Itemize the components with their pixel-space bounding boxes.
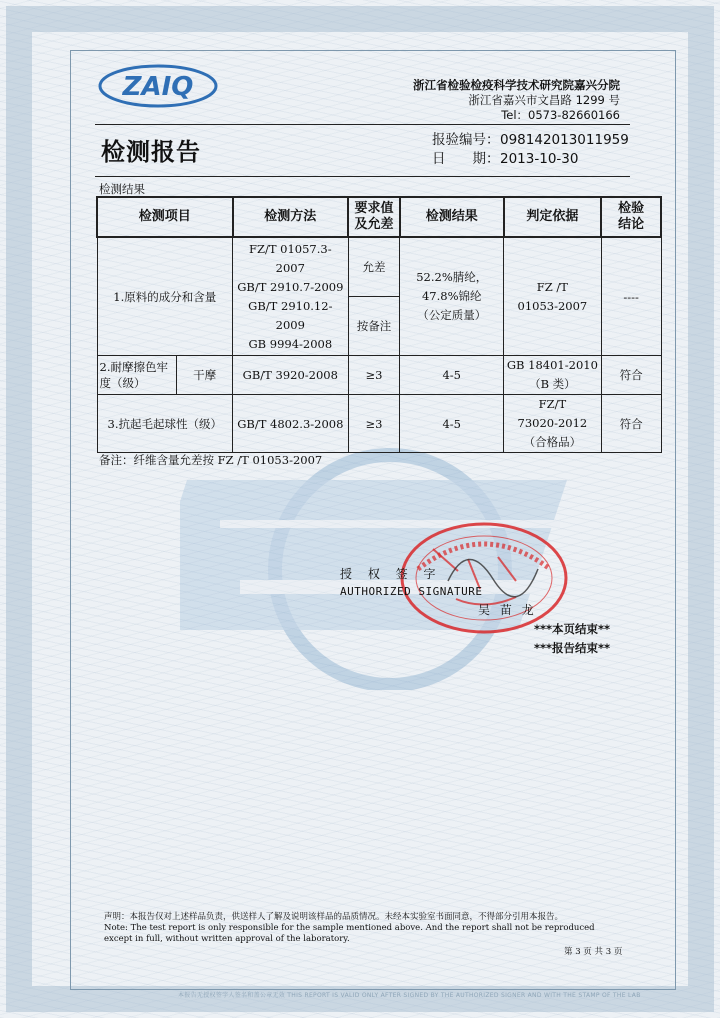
report-date-value: 2013-10-30 bbox=[500, 151, 579, 167]
logo-text: ZAIQ bbox=[122, 72, 194, 102]
row2-sub: 干摩 bbox=[177, 356, 233, 395]
row1-results: 52.2%腈纶， 47.8%锦纶 （公定质量） bbox=[400, 237, 504, 356]
note: 备注：纤维含量允差按 FZ /T 01053-2007 bbox=[99, 453, 323, 467]
row2-item: 2.耐摩擦色牢度（级） bbox=[97, 356, 177, 395]
org-address: 浙江省嘉兴市文昌路 1299 号 bbox=[468, 93, 620, 107]
row2-result: 4-5 bbox=[400, 356, 504, 395]
table-header-row bbox=[97, 197, 661, 237]
report-no-label: 报验编号： bbox=[432, 132, 500, 148]
row3-item: 3.抗起毛起球性（级） bbox=[97, 395, 233, 453]
row1-methods: FZ/T 01057.3-2007 GB/T 2910.7-2009 GB/T 2910.12-2009 GB 9994-2008 bbox=[233, 237, 349, 356]
org-name: 浙江省检验检疫科学技术研究院嘉兴分院 bbox=[413, 78, 620, 92]
title-rule bbox=[95, 176, 630, 177]
page-end-mark: ***本页结束** bbox=[534, 622, 611, 636]
header-conclusion: 检验 结论 bbox=[601, 197, 661, 237]
header-rule bbox=[95, 124, 630, 125]
row3-req: ≥3 bbox=[348, 395, 400, 453]
row1-conclusion: ---- bbox=[601, 237, 661, 356]
disclaimer-en: Note: The test report is only responsible for the sample mentioned above. And the report shall not be reproduced except in full, without written approval of the laboratory. bbox=[104, 923, 595, 944]
disclaimer bbox=[104, 912, 624, 945]
report-date-label: 日 期： bbox=[432, 151, 500, 167]
disclaimer-cn: 声明：本报告仅对上述样品负责，供送样人了解及说明该样品的品质情况。未经本实验室书面同意，不得部分引用本报告。 bbox=[104, 912, 564, 922]
row2-basis: GB 18401-2010 （B 类） bbox=[504, 356, 602, 395]
security-footer: 本报告无授权签字人签名和盖公章无效 THIS REPORT IS VALID ONLY AFTER SIGNED BY THE AUTHORIZED SIGNER AND WITH THE STAMP OF THE LAB bbox=[178, 992, 641, 999]
signature-label-en: AUTHORIZED SIGNATURE bbox=[340, 585, 483, 598]
row3-result: 4-5 bbox=[400, 395, 504, 453]
row2-req: ≥3 bbox=[348, 356, 400, 395]
report-title: 检测报告 bbox=[101, 138, 201, 166]
signature-label-cn: 授 权 签 字 bbox=[340, 567, 442, 581]
page-number: 第 3 页 共 3 页 bbox=[564, 947, 623, 957]
row1-req-a: 允差 bbox=[348, 237, 400, 297]
row3-basis: FZ/T 73020-2012 （合格品） bbox=[504, 395, 602, 453]
report-end-mark: ***报告结束** bbox=[534, 641, 611, 655]
row2-method: GB/T 3920-2008 bbox=[233, 356, 349, 395]
zaiq-logo bbox=[96, 62, 220, 110]
row3-conclusion: 符合 bbox=[601, 395, 661, 453]
table-row bbox=[97, 395, 661, 453]
report-meta bbox=[432, 131, 629, 169]
row3-method: GB/T 4802.3-2008 bbox=[233, 395, 349, 453]
org-block bbox=[413, 78, 620, 123]
table-row bbox=[97, 356, 661, 395]
header-method: 检测方法 bbox=[233, 197, 349, 237]
results-table bbox=[96, 196, 662, 453]
section-title: 检测结果 bbox=[99, 182, 145, 196]
row1-item: 1.原料的成分和含量 bbox=[97, 237, 233, 356]
report-no-value: 098142013011959 bbox=[500, 132, 629, 148]
org-phone: Tel：0573-82660166 bbox=[501, 108, 620, 122]
header-result: 检测结果 bbox=[400, 197, 504, 237]
header-item: 检测项目 bbox=[97, 197, 233, 237]
table-row bbox=[97, 237, 661, 297]
row2-conclusion: 符合 bbox=[601, 356, 661, 395]
signer-name: 吴 苗 龙 bbox=[478, 603, 537, 617]
row1-req-b: 按备注 bbox=[348, 297, 400, 356]
header-requirement: 要求值 及允差 bbox=[348, 197, 400, 237]
header-basis: 判定依据 bbox=[504, 197, 602, 237]
row1-basis: FZ /T 01053-2007 bbox=[504, 237, 602, 356]
